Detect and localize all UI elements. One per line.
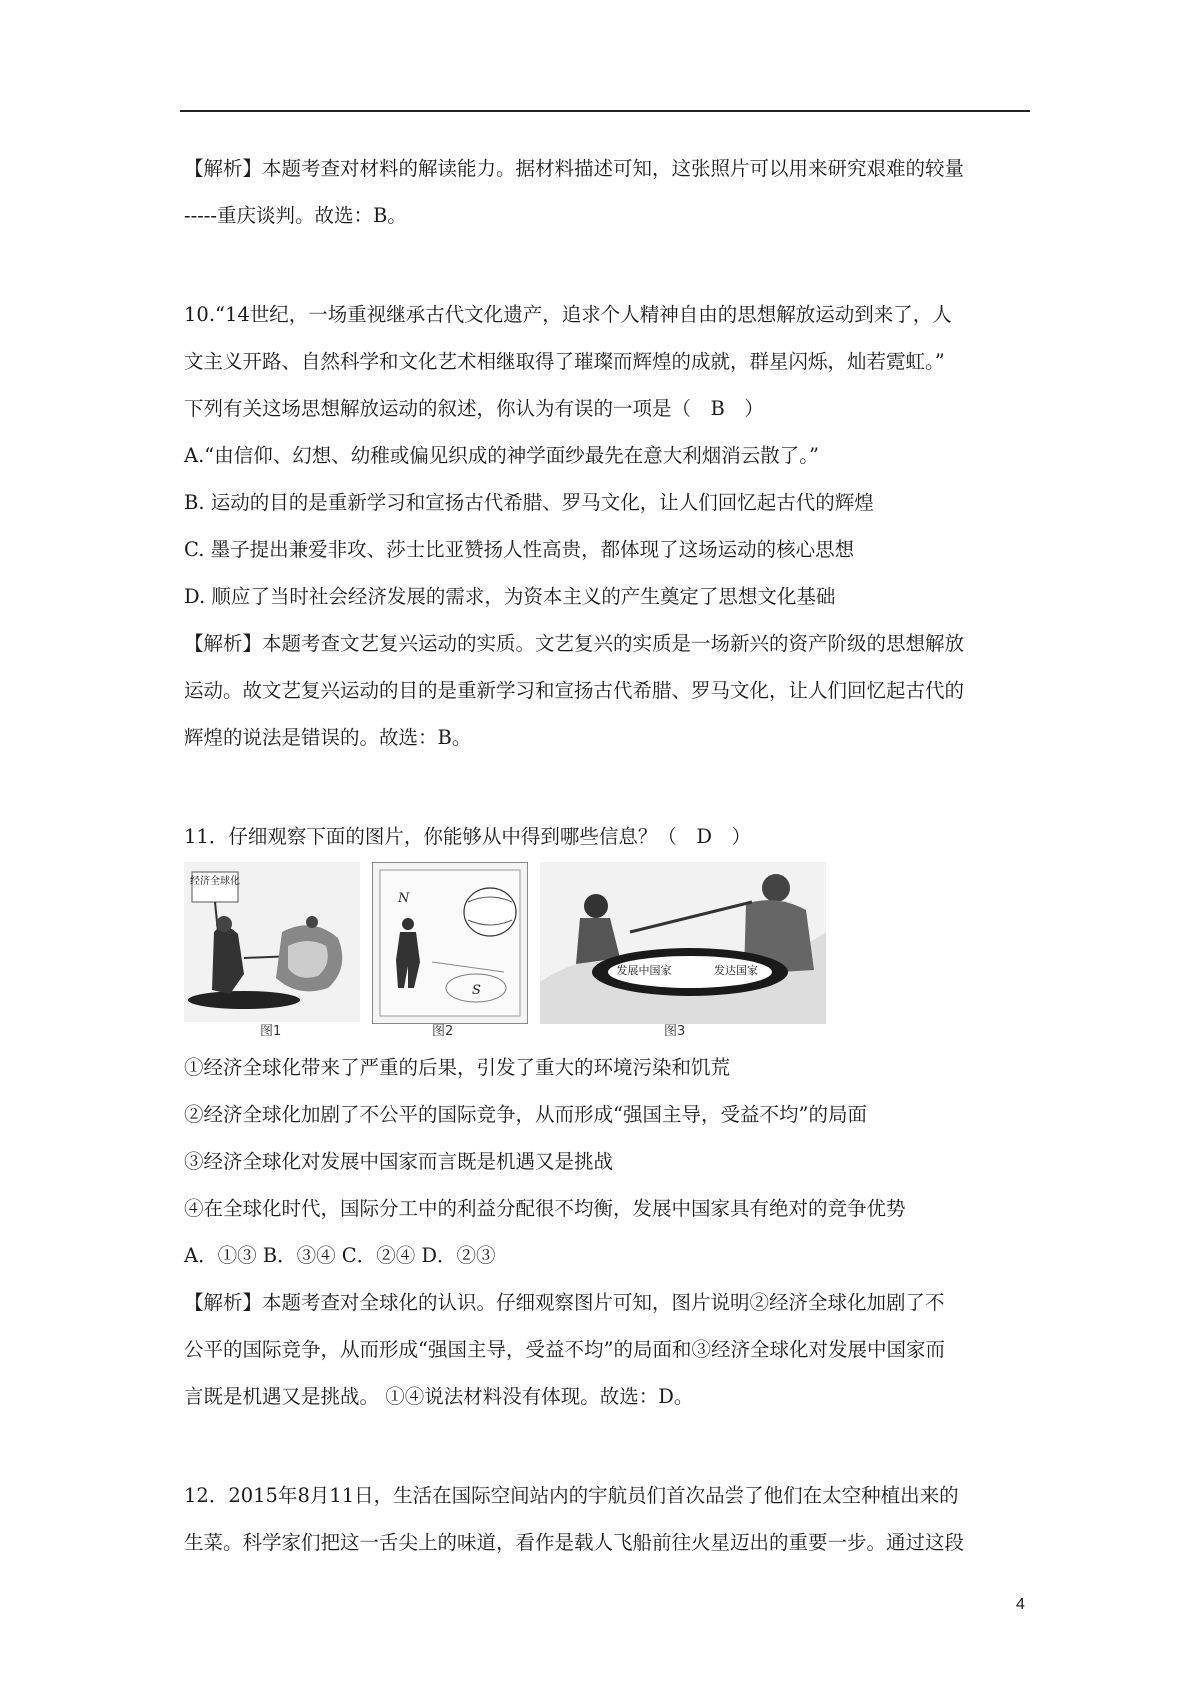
- figure-1: [184, 862, 360, 1039]
- q10-analysis-line-3: 辉煌的说法是错误的。故选：B。: [184, 726, 472, 749]
- q11-item-1: ①经济全球化带来了严重的后果，引发了重大的环境污染和饥荒: [184, 1056, 731, 1079]
- q10-analysis-line-1: 【解析】本题考查文艺复兴运动的实质。文艺复兴的实质是一场新兴的资产阶级的思想解放: [184, 632, 965, 655]
- page-number: 4: [1016, 1596, 1025, 1613]
- q11-item-3: ③经济全球化对发展中国家而言既是机遇又是挑战: [184, 1150, 614, 1173]
- page-content: [184, 145, 1030, 1566]
- q9-analysis-line-2: -----重庆谈判。故选：B。: [184, 204, 407, 227]
- q10-option-a: A.“由信仰、幻想、幼稚或偏见织成的神学面纱最先在意大利烟消云散了。”: [184, 444, 819, 467]
- q10-stem-line-3: 下列有关这场思想解放运动的叙述，你认为有误的一项是（ B ）: [184, 397, 764, 420]
- q11-figures: [184, 862, 1030, 1040]
- q11-options: A．①③ B．③④ C．②④ D．②③: [184, 1244, 496, 1267]
- figure-1-caption: 图1: [260, 1024, 282, 1039]
- q10-stem-line-1: 10.“14世纪，一场重视继承古代文化遗产，追求个人精神自由的思想解放运动到来了，人: [184, 303, 952, 326]
- q12-stem-line-2: 生菜。科学家们把这一舌尖上的味道，看作是载人飞船前往火星迈出的重要一步。通过这段: [184, 1531, 965, 1554]
- figure-3-right-text: 发达国家: [714, 964, 758, 977]
- q11-item-2: ②经济全球化加剧了不公平的国际竞争，从而形成“强国主导，受益不均”的局面: [184, 1103, 867, 1126]
- q11-item-4: ④在全球化时代，国际分工中的利益分配很不均衡，发展中国家具有绝对的竞争优势: [184, 1197, 906, 1220]
- figure-2-south-label: S: [472, 983, 481, 998]
- q12-stem-line-1: 12．2015年8月11日，生活在国际空间站内的宇航员们首次品尝了他们在太空种植出来的: [184, 1484, 959, 1507]
- q11-analysis-line-3: 言既是机遇又是挑战。 ①④说法材料没有体现。故选：D。: [184, 1385, 694, 1408]
- figure-2-caption: 图2: [432, 1024, 454, 1039]
- q11-analysis-line-2: 公平的国际竞争，从而形成“强国主导，受益不均”的局面和③经济全球化对发展中国家而: [184, 1338, 945, 1361]
- q10-analysis-line-2: 运动。故文艺复兴运动的目的是重新学习和宣扬古代希腊、罗马文化，让人们回忆起古代的: [184, 679, 965, 702]
- figure-3-illustration: [540, 862, 826, 1024]
- q10-option-d: D. 顺应了当时社会经济发展的需求，为资本主义的产生奠定了思想文化基础: [184, 585, 836, 608]
- q11-stem: 11．仔细观察下面的图片，你能够从中得到哪些信息？（ D ）: [184, 825, 751, 848]
- q10-stem-line-2: 文主义开路、自然科学和文化艺术相继取得了璀璨而辉煌的成就，群星闪烁，灿若霓虹。”: [184, 350, 945, 373]
- figure-2-illustration: [372, 862, 528, 1024]
- figure-1-sign-text: 经济全球化: [190, 876, 240, 887]
- header-rule: [180, 110, 1030, 112]
- figure-2: [372, 862, 528, 1039]
- figure-3: [540, 862, 826, 1039]
- figure-1-illustration: [184, 862, 360, 1022]
- q10-option-c: C. 墨子提出兼爱非攻、莎士比亚赞扬人性高贵，都体现了这场运动的核心思想: [184, 538, 855, 561]
- q10-option-b: B. 运动的目的是重新学习和宣扬古代希腊、罗马文化，让人们回忆起古代的辉煌: [184, 491, 874, 514]
- figure-3-caption: 图3: [664, 1024, 686, 1039]
- figure-3-left-text: 发展中国家: [616, 964, 672, 977]
- q9-analysis-line-1: 【解析】本题考查对材料的解读能力。据材料描述可知，这张照片可以用来研究艰难的较量: [184, 157, 965, 180]
- q11-analysis-line-1: 【解析】本题考查对全球化的认识。仔细观察图片可知，图片说明②经济全球化加剧了不: [184, 1291, 945, 1314]
- figure-2-north-label: N: [398, 891, 410, 906]
